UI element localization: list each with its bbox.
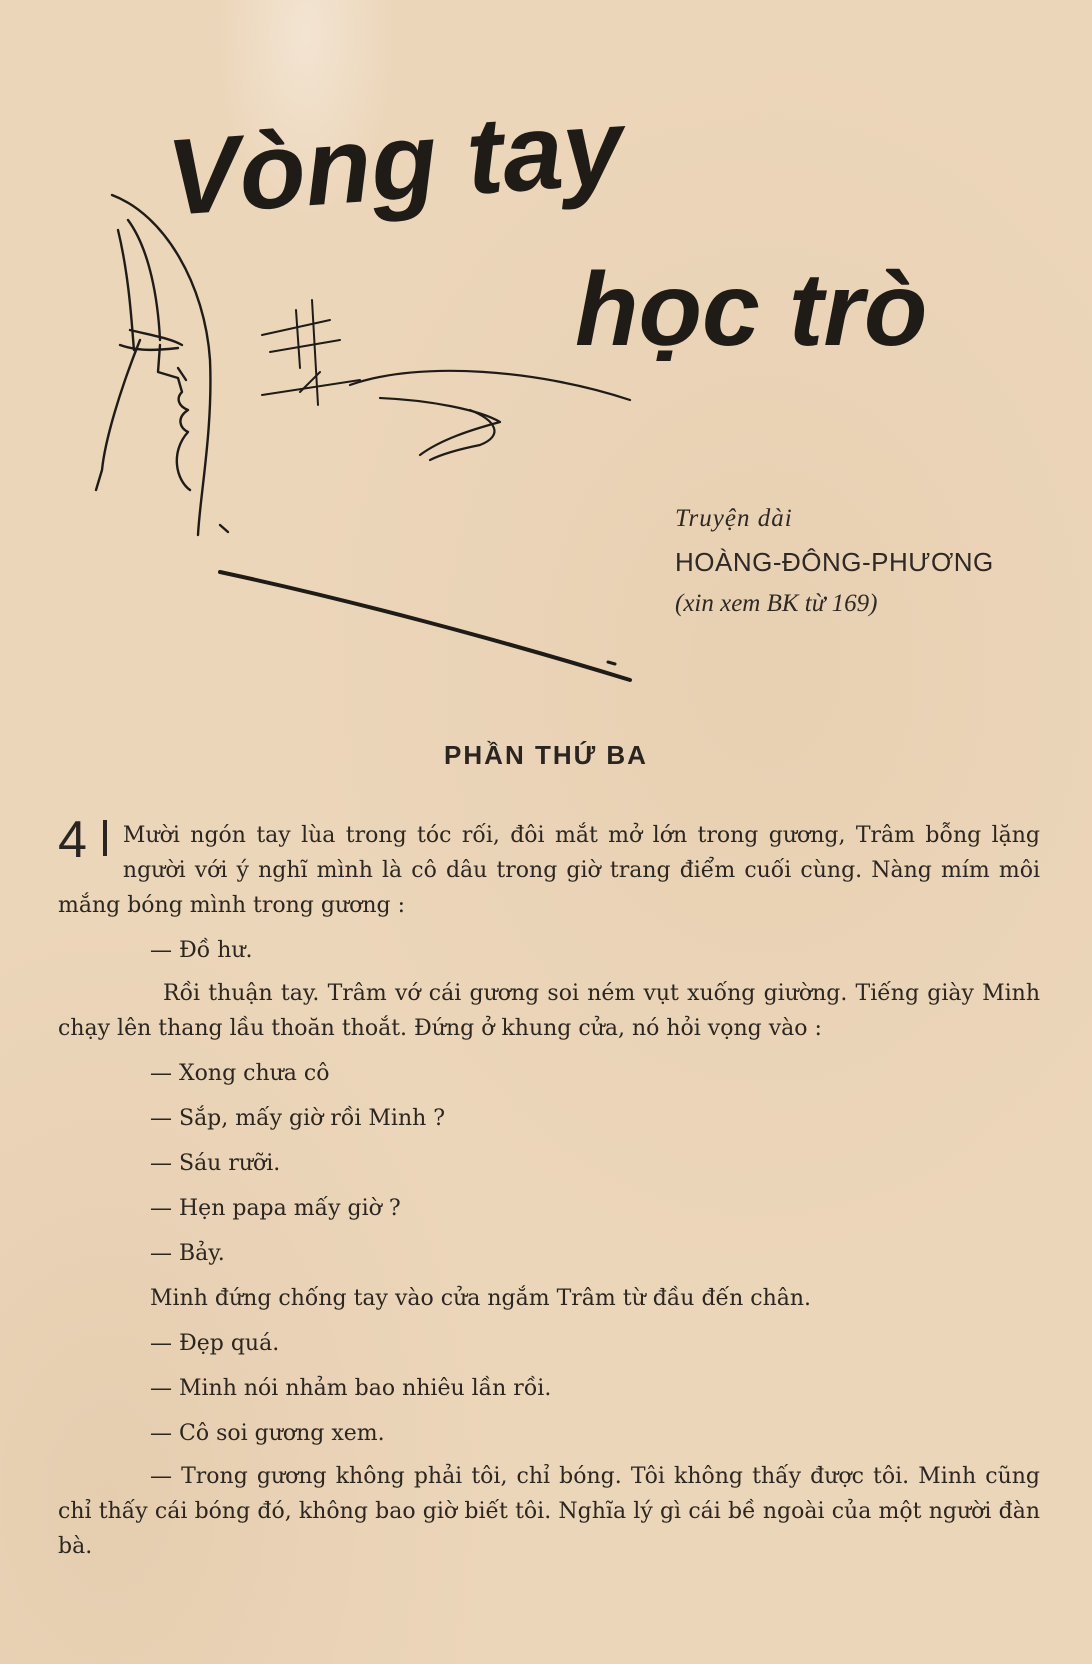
dialogue-line: — Minh nói nhảm bao nhiêu lần rồi. bbox=[150, 1376, 552, 1401]
narration-line: Minh đứng chống tay vào cửa ngắm Trâm từ đầu đến chân. bbox=[150, 1286, 812, 1311]
paragraph-1-text: Mười ngón tay lùa trong tóc rối, đôi mắt mở lớn trong gương, Trâm bỗng lặng người với ý nghĩ mình là cô dâu trong giờ trang điểm cuối cùng. Nàng mím môi mắng bóng mình trong gương : bbox=[58, 823, 1040, 918]
dialogue-line: — Cô soi gương xem. bbox=[150, 1421, 385, 1446]
dialogue-line: — Sáu rưỡi. bbox=[150, 1151, 281, 1176]
hair-pin-sketch-icon bbox=[262, 300, 360, 405]
title-line-2: học trò bbox=[575, 252, 928, 368]
flowing-hair-sketch-icon bbox=[350, 371, 630, 460]
chapter-number: 4 bbox=[58, 811, 87, 869]
author-name: HOÀNG-ĐÔNG-PHƯƠNG bbox=[675, 547, 994, 577]
dialogue-line: — Đồ hư. bbox=[150, 938, 253, 963]
title-line-1: Vòng tay bbox=[163, 85, 627, 238]
previous-issue-reference: (xin xem BK từ 169) bbox=[675, 590, 878, 617]
dialogue-line: — Xong chưa cô bbox=[150, 1061, 330, 1086]
paragraph-3: — Trong gương không phải tôi, chỉ bóng. Tôi không thấy được tôi. Minh cũng chỉ thấy cái bóng đó, không bao giờ biết tôi. Nghĩa lý gì cái bề ngoài của một người đàn bà. bbox=[58, 1464, 1040, 1559]
dialogue-line: — Bảy. bbox=[150, 1241, 225, 1266]
section-title: PHẦN THỨ BA bbox=[444, 740, 648, 770]
paragraph-2: Rồi thuận tay. Trâm vớ cái gương soi ném vụt xuống giường. Tiếng giày Minh chạy lên thang lầu thoăn thoắt. Đứng ở khung cửa, nó hỏi vọng vào : bbox=[58, 981, 1040, 1041]
byline bbox=[675, 505, 1075, 618]
dialogue-line: — Hẹn papa mấy giờ ? bbox=[150, 1196, 401, 1221]
story-body bbox=[58, 811, 1040, 1564]
dialogue-line: — Sắp, mấy giờ rồi Minh ? bbox=[150, 1106, 446, 1131]
paragraph-1 bbox=[58, 811, 1040, 923]
dialogue-line: — Đẹp quá. bbox=[150, 1331, 280, 1356]
story-genre: Truyện dài bbox=[675, 505, 793, 532]
diagonal-pen-stroke-icon bbox=[220, 572, 630, 680]
face-profile-sketch-icon bbox=[96, 195, 228, 535]
chapter-divider-bar bbox=[103, 820, 107, 856]
handwritten-title bbox=[163, 85, 927, 368]
